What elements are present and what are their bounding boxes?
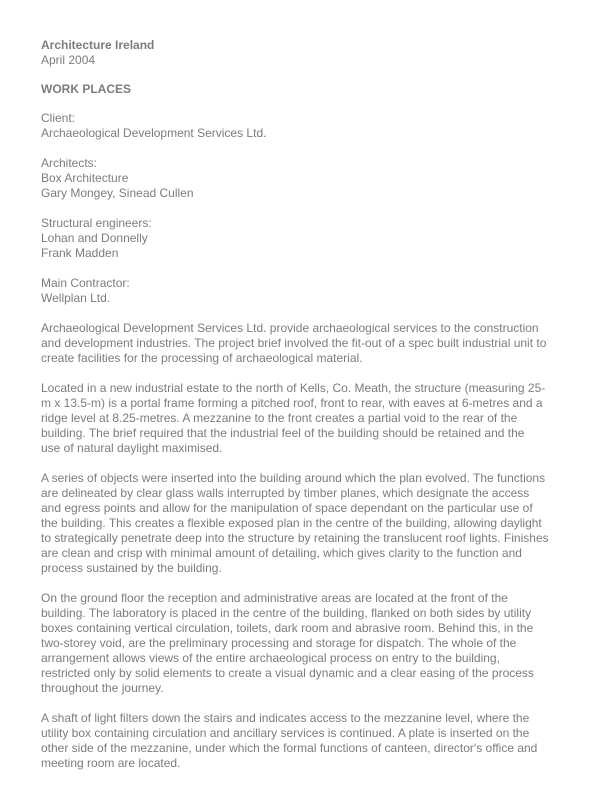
credit-label: Client: [41,111,76,125]
article-body [41,321,569,771]
article [41,38,569,771]
paragraph-line: building. The brief required that the industrial feel of the building should be retained and the [41,426,525,440]
paragraph-line: arrangement allows views of the entire archaeological process on entry to the building, [41,651,500,665]
body-paragraph [41,591,569,696]
paragraph-line: are delineated by clear glass walls interrupted by timber planes, which designate the access [41,486,530,500]
body-paragraph [41,321,569,366]
publication-date: April 2004 [41,53,96,67]
credit-block [41,216,569,261]
credit-block [41,156,569,201]
paragraph-line: Located in a new industrial estate to the north of Kells, Co. Meath, the structure (measuring 25- [41,381,546,395]
publication-title: Architecture Ireland [41,38,155,52]
paragraph-line: utility box containing circulation and ancillary services is continued. A plate is inserted on the [41,726,530,740]
paragraph-line: to strategically penetrate deep into the structure by retaining the translucent roof lights. Finishes [41,531,549,545]
paragraph-line: m x 13.5-m) is a portal frame forming a pitched roof, front to rear, with eaves at 6-metres and a [41,396,543,410]
paragraph-line: and egress points and allow for the manipulation of space dependant on the particular use of [41,501,533,515]
section-title: WORK PLACES [41,82,131,96]
body-paragraph [41,381,569,456]
paragraph-line: building. The laboratory is placed in the centre of the building, flanked on both sides by utility [41,606,532,620]
paragraph-line: restricted only by solid elements to create a visual dynamic and a clear easing of the process [41,666,534,680]
paragraph-line: ridge level at 8.25-metres. A mezzanine to the front creates a partial void to the rear of the [41,411,518,425]
paragraph-line: throughout the journey. [41,681,164,695]
body-paragraph [41,471,569,576]
body-paragraph [41,711,569,771]
credit-label: Architects: [41,156,98,170]
credit-value: Box Architecture [41,171,129,185]
credit-label: Main Contractor: [41,276,130,290]
credit-value: Wellplan Ltd. [41,291,111,305]
credits [41,111,569,306]
credit-block [41,111,569,141]
credit-value: Frank Madden [41,246,119,260]
paragraph-line: two-storey void, are the preliminary processing and storage for dispatch. The whole of the [41,636,517,650]
paragraph-line: meeting room are located. [41,756,181,770]
paragraph-line: create facilities for the processing of archaeological material. [41,351,363,365]
paragraph-line: are clean and crisp with minimal amount of detailing, which gives clarity to the function and [41,546,522,560]
paragraph-line: Archaeological Development Services Ltd. provide archaeological services to the construction [41,321,539,335]
paragraph-line: A shaft of light filters down the stairs and indicates access to the mezzanine level, where the [41,711,530,725]
paragraph-line: other side of the mezzanine, under which the formal functions of canteen, director's office and [41,741,538,755]
credit-value: Archaeological Development Services Ltd. [41,126,267,140]
credit-block [41,276,569,306]
paragraph-line: and development industries. The project brief involved the fit-out of a spec built industrial unit to [41,336,547,350]
paragraph-line: On the ground floor the reception and administrative areas are located at the front of the [41,591,508,605]
paragraph-line: the building. This creates a flexible exposed plan in the centre of the building, allowing daylight [41,516,542,530]
paragraph-line: boxes containing vertical circulation, toilets, dark room and abrasive room. Behind this, in the [41,621,534,635]
credit-label: Structural engineers: [41,216,152,230]
paragraph-line: A series of objects were inserted into the building around which the plan evolved. The functions [41,471,546,485]
paragraph-line: process sustained by the building. [41,561,222,575]
paragraph-line: use of natural daylight maximised. [41,441,223,455]
credit-value: Gary Mongey, Sinead Cullen [41,186,194,200]
credit-value: Lohan and Donnelly [41,231,148,245]
